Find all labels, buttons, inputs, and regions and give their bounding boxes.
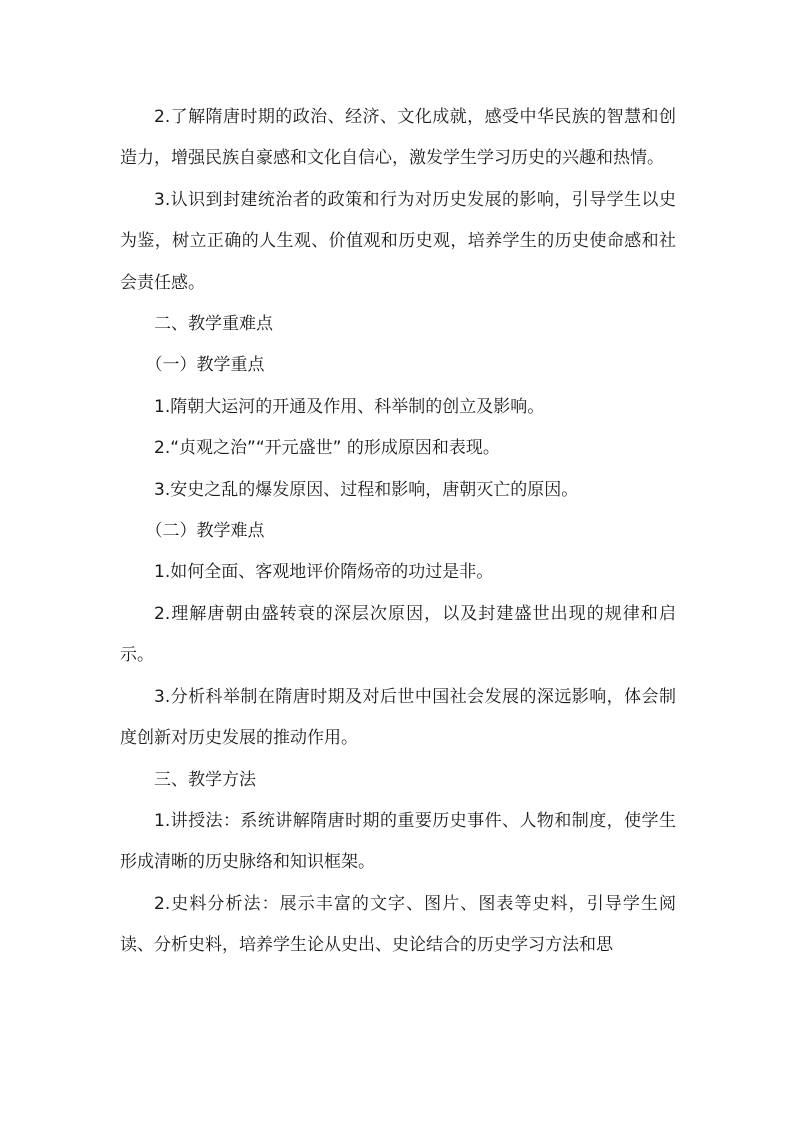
- paragraph-goal-3: 3.认识到封建统治者的政策和行为对历史发展的影响，引导学生以史为鉴，树立正确的人生观、价值观和历史观，培养学生的历史使命感和社会责任感。: [120, 189, 676, 293]
- paragraph-difficult-point-1: 1.如何全面、客观地评价隋炀帝的功过是非。: [154, 562, 494, 583]
- document-body: [120, 97, 676, 967]
- paragraph-method-1: 1.讲授法：系统讲解隋唐时期的重要历史事件、人物和制度，使学生形成清晰的历史脉络和知识框架。: [120, 810, 676, 873]
- subsection-heading-difficult-points: （二）教学难点: [145, 521, 265, 542]
- section-heading-key-difficult-points: 二、教学重难点: [154, 314, 273, 335]
- paragraph-key-point-2: 2.“贞观之治”“开元盛世” 的形成原因和表现。: [154, 438, 500, 459]
- paragraph-difficult-point-2: 2.理解唐朝由盛转衰的深层次原因，以及封建盛世出现的规律和启示。: [120, 603, 676, 666]
- paragraph-method-2: 2.史料分析法：展示丰富的文字、图片、图表等史料，引导学生阅读、分析史料，培养学生论从史出、史论结合的历史学习方法和思: [120, 893, 676, 956]
- section-heading-teaching-methods: 三、教学方法: [154, 769, 256, 790]
- paragraph-key-point-3: 3.安史之乱的爆发原因、过程和影响，唐朝灭亡的原因。: [154, 479, 579, 500]
- subsection-heading-key-points: （一）教学重点: [145, 355, 265, 376]
- paragraph-goal-2: 2.了解隋唐时期的政治、经济、文化成就，感受中华民族的智慧和创造力，增强民族自豪感和文化自信心，激发学生学习历史的兴趣和热情。: [120, 107, 676, 169]
- paragraph-difficult-point-3: 3.分析科举制在隋唐时期及对后世中国社会发展的深远影响，体会制度创新对历史发展的推动作用。: [120, 686, 676, 749]
- paragraph-key-point-1: 1.隋朝大运河的开通及作用、科举制的创立及影响。: [154, 396, 545, 417]
